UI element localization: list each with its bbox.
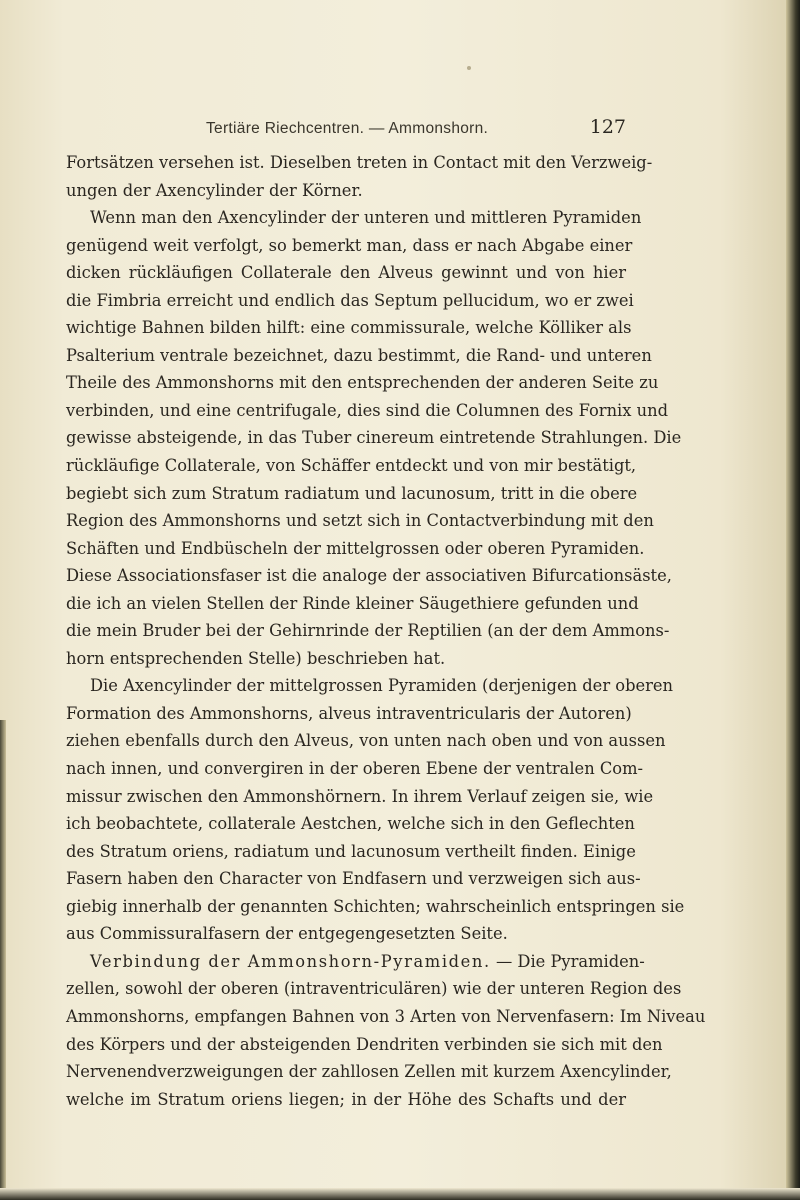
- text-line: Wenn man den Axencylinder der unteren und mittleren Pyramiden: [90, 208, 642, 228]
- text-line: ziehen ebenfalls durch den Alveus, von unten nach oben und von aussen: [66, 731, 666, 751]
- text-line: die Fimbria erreicht und endlich das Septum pellucidum, wo er zwei: [66, 290, 634, 310]
- body-text: [66, 149, 706, 1113]
- text-line: dicken rückläufigen Collaterale den Alveus gewinnt und von hier: [66, 263, 626, 283]
- section-heading: Verbindung der Ammonshorn-Pyramiden.: [90, 951, 491, 971]
- text-line: Region des Ammonshorns und setzt sich in Contactverbindung mit den: [66, 511, 654, 531]
- text-line: [66, 948, 645, 976]
- text-line: die mein Bruder bei der Gehirnrinde der Reptilien (an der dem Ammons-: [66, 621, 670, 641]
- text-line: Formation des Ammonshorns, alveus intraventricularis der Autoren): [66, 703, 632, 723]
- text-line: nach innen, und convergiren in der oberen Ebene der ventralen Com-: [66, 759, 644, 779]
- page-left-edge: [0, 720, 6, 1200]
- page-number: 127: [589, 116, 626, 138]
- print-speck: [467, 66, 471, 70]
- text-line: Schäften und Endbüscheln der mittelgrossen oder oberen Pyramiden.: [66, 538, 645, 558]
- heading-continuation: — Die Pyramiden-: [495, 951, 645, 971]
- text-line: Fortsätzen versehen ist. Dieselben treten in Contact mit den Verzweig-: [66, 153, 653, 172]
- text-line: ungen der Axencylinder der Körner.: [66, 180, 363, 200]
- text-line: wichtige Bahnen bilden hilft: eine commissurale, welche Kölliker als: [66, 318, 632, 338]
- page-bottom-edge: [0, 1188, 800, 1200]
- text-line: des Körpers und der absteigenden Dendriten verbinden sie sich mit den: [66, 1034, 663, 1054]
- text-line: des Stratum oriens, radiatum und lacunosum vertheilt finden. Einige: [66, 841, 636, 861]
- page-header: [66, 116, 626, 144]
- text-line: Die Axencylinder der mittelgrossen Pyramiden (derjenigen der oberen: [90, 676, 674, 696]
- running-title: Tertiäre Riechcentren. — Ammonshorn.: [206, 120, 489, 137]
- text-line: Psalterium ventrale bezeichnet, dazu bestimmt, die Rand- und unteren: [66, 345, 652, 365]
- text-line: welche im Stratum oriens liegen; in der Höhe des Schafts und der: [66, 1089, 626, 1109]
- text-line: aus Commissuralfasern der entgegengesetzten Seite.: [66, 924, 508, 944]
- text-line: ich beobachtete, collaterale Aestchen, welche sich in den Geflechten: [66, 814, 635, 834]
- text-line: giebig innerhalb der genannten Schichten; wahrscheinlich entspringen sie: [66, 896, 685, 916]
- page-right-edge: [786, 0, 800, 1200]
- text-line: die ich an vielen Stellen der Rinde kleiner Säugethiere gefunden und: [66, 593, 639, 613]
- paragraph-4: [66, 948, 706, 1113]
- text-line: begiebt sich zum Stratum radiatum und lacunosum, tritt in die obere: [66, 483, 638, 503]
- text-line: verbinden, und eine centrifugale, dies sind die Columnen des Fornix und: [66, 400, 669, 420]
- text-line: Diese Associationsfaser ist die analoge der associativen Bifurcationsäste,: [66, 566, 672, 586]
- text-line: horn entsprechenden Stelle) beschrieben hat.: [66, 648, 446, 668]
- text-line: missur zwischen den Ammonshörnern. In ihrem Verlauf zeigen sie, wie: [66, 786, 654, 806]
- text-line: Nervenendverzweigungen der zahllosen Zellen mit kurzem Axencylinder,: [66, 1062, 672, 1082]
- text-line: zellen, sowohl der oberen (intraventriculären) wie der unteren Region des: [66, 979, 682, 999]
- paragraph-2: [66, 204, 682, 672]
- text-line: gewisse absteigende, in das Tuber cinereum eintretende Strahlungen. Die: [66, 428, 682, 448]
- text-line: Ammonshorns, empfangen Bahnen von 3 Arten von Nervenfasern: Im Niveau: [66, 1006, 706, 1026]
- text-line: Theile des Ammonshorns mit den entsprechenden der anderen Seite zu: [66, 373, 659, 393]
- text-line: Fasern haben den Character von Endfasern und verzweigen sich aus-: [66, 869, 641, 889]
- paragraph-3: [66, 672, 685, 947]
- text-line: genügend weit verfolgt, so bemerkt man, dass er nach Abgabe einer: [66, 235, 633, 255]
- text-line: rückläufige Collaterale, von Schäffer entdeckt und von mir bestätigt,: [66, 456, 637, 476]
- paragraph-1: [66, 149, 653, 204]
